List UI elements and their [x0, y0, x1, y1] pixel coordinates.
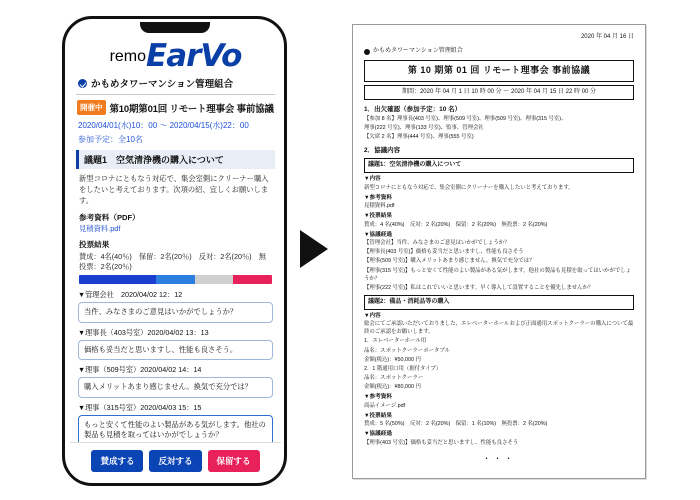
- vote-bar-hold: [156, 275, 195, 284]
- vote-bar-novote: [195, 275, 234, 284]
- agenda1-discussion-line: 【理事(315 号室)】もっと安くて性能のよい製品がある気がします。他社の製品も見積を取ってはいかがでしょうか？: [364, 267, 632, 282]
- vote-heading: 投票結果: [79, 240, 110, 249]
- bullet-icon: [364, 49, 370, 55]
- reference-file-name[interactable]: 見積資料.pdf: [79, 224, 121, 233]
- list-item: [78, 290, 273, 323]
- agenda1-discussion-line: 【理事長(403 号室)】価格も妥当だと思いますし、性能も良さそう: [364, 249, 524, 256]
- discussion-list: [70, 284, 281, 446]
- message-author: ▼理事長（403号室）2020/04/02 13：13: [78, 327, 209, 337]
- message-text: 価格も妥当だと思いますし、性能も良さそう。: [78, 340, 273, 361]
- logo-remo-text: remo: [109, 47, 147, 65]
- document-org-row: [364, 47, 634, 56]
- document-title: 第 10 期第 01 回 リモート理事会 事前協議: [364, 60, 634, 82]
- meeting-title-row: [70, 95, 281, 118]
- reference-file-row[interactable]: [70, 224, 281, 234]
- list-item: [78, 403, 273, 446]
- continuation-dots: ・・・: [482, 453, 516, 463]
- agenda1-label-vote: ▼投票結果: [364, 213, 392, 220]
- list-item: [78, 328, 273, 361]
- phone-notch: [140, 22, 210, 33]
- agenda2-vote: 賛成：5 名(50%) 反対：2 名(20%) 保留：1 名(10%) 無投票：2 名(20%): [364, 421, 548, 428]
- status-badge: 開催中: [77, 100, 106, 115]
- check-circle-icon: [78, 79, 87, 88]
- oppose-button[interactable]: 反対する: [149, 450, 201, 472]
- document-org: かもめタワーマンション管理組合: [373, 48, 463, 54]
- vote-bar-chart: [79, 275, 272, 284]
- document-period: 期間：2020 年 04 月 1 日 10 時 00 分 ～ 2020 年 04 月 15 日 22 時 00 分: [364, 85, 634, 100]
- message-text: 購入メリットあまり感じません。換気で充分では？: [78, 377, 273, 398]
- agenda2-item-line: 2．1 階通用口用（据付タイプ）: [364, 365, 442, 372]
- agenda2-item-line: 品名：スポットクーラーポータブル: [364, 347, 450, 354]
- section-heading: 2．協議内容: [364, 146, 401, 154]
- agenda1-discussion-line: 【理事(222 号室)】私はこれでいいと思います。早く導入して設置することを優先しませんか？: [364, 284, 594, 291]
- list-item: [78, 365, 273, 398]
- section-line: 【欠席 2 名】理事(444 号室)、理事(555 号室): [364, 134, 474, 141]
- vote-action-bar: [70, 442, 281, 481]
- hold-button[interactable]: 保留する: [208, 450, 260, 472]
- message-text: 当件、みなさまのご意見はいかがでしょうか？: [78, 302, 273, 323]
- agenda2-label-vote: ▼投票結果: [364, 412, 392, 419]
- message-author: ▼理事（509号室）2020/04/02 14：14: [78, 365, 202, 375]
- agenda2-reference: 商品イメージ.pdf: [364, 402, 406, 409]
- agenda2-label-reference: ▼参考資料: [364, 394, 392, 401]
- phone-screen: [70, 35, 281, 481]
- agenda2-box: 議題2：備品・消耗品等の購入: [364, 295, 634, 310]
- agenda2-label-content: ▼内容: [364, 312, 381, 319]
- agenda2-item-line: 品名：スポットクーラー: [364, 374, 424, 381]
- section-heading: 1．出欠確認（参加予定：10 名）: [364, 105, 462, 113]
- app-logo: [70, 35, 281, 74]
- logo-text: EarVo: [146, 38, 242, 74]
- agenda2-item-line: 金額(税込)：¥50,000 円: [364, 356, 421, 363]
- phone-mockup: [62, 16, 287, 486]
- agenda2-content: 総会にてご承認いただいておりました、エレベーターホールおよび正面通用スポットクーラーの購入について最終のご承認をお願いします。: [364, 321, 634, 336]
- vote-summary: 賛成：4名(40％) 保留：2名(20％) 反対：2名(20％) 無投票：2名(20％): [79, 252, 266, 271]
- org-name: かもめタワーマンション管理組合: [91, 79, 234, 90]
- agenda1-vote: 賛成：4 名(40%) 反対：2 名(20%) 保留：2 名(20%) 無投票：2 名(20%): [364, 221, 548, 228]
- agenda1-discussion-line: 【管理会社】当件、みなさまのご意見はいかがでしょうか？: [364, 240, 510, 247]
- meeting-participants: 参加予定：全10名: [78, 134, 143, 144]
- agenda2-label-discussion: ▼協議経過: [364, 431, 392, 438]
- agenda1-discussion-line: 【理事(509 号室)】購入メリットあまり感じません。換気で充分では？: [364, 258, 535, 265]
- agenda2-discussion-line: 【理事(403 号室)】価格も妥当だと思いますし、性能も良さそう: [364, 439, 519, 446]
- agenda1-box: 議題1：空気清浄機の購入について: [364, 158, 634, 173]
- message-author: ▼理事（315号室）2020/04/03 15：15: [78, 402, 202, 412]
- section-line: 【参加 8 名】理事長(403 号室)、理事(509 号室)、理事(509 号室)、理事(315 号室)、: [364, 116, 567, 123]
- message-input[interactable]: もっと安くて性能のよい製品がある気がします。他社の製品も見積を取ってはいかがでしょうか？: [78, 415, 273, 446]
- agenda1-content: 新型コロナにともなう対応で、集会室側にクリーナーを購入したいと考えております。: [364, 184, 574, 191]
- arrow-right-icon: [300, 230, 328, 268]
- agenda2-item-line: 1．エレベーターホール用: [364, 338, 427, 345]
- vote-bar-agree: [79, 275, 156, 284]
- minutes-document: [352, 24, 646, 479]
- vote-bar-oppose: [233, 275, 272, 284]
- message-author: ▼管理会社 2020/04/02 12：12: [78, 290, 183, 299]
- agenda2-item-line: 金額(税込)：¥80,000 円: [364, 384, 421, 391]
- agenda1-label-discussion: ▼協議経過: [364, 231, 392, 238]
- reference-heading: 参考資料（PDF）: [79, 213, 140, 222]
- agenda1-label-reference: ▼参考資料: [364, 194, 392, 201]
- section-line: 理事(222 号室)、理事(133 号室)、監事、管理会社: [364, 125, 484, 132]
- agenda-title: 議題1 空気清浄機の購入について: [76, 150, 275, 169]
- agree-button[interactable]: 賛成する: [91, 450, 143, 472]
- meeting-period: 2020/04/01(水)10：00 ～ 2020/04/15(水)22：00: [78, 121, 249, 130]
- meeting-title: 第10期第01回 リモート理事会 事前協議: [109, 103, 274, 115]
- agenda-body: 新型コロナにともなう対応で、集会室側にクリーナー購入をしたいと考えております。次項の紹、宜しくお願いします。: [79, 174, 269, 206]
- document-date: 2020 年 04 月 16 日: [580, 34, 634, 40]
- org-header: [70, 74, 281, 94]
- agenda1-label-content: ▼内容: [364, 176, 381, 183]
- agenda1-reference: 見積資料.pdf: [364, 203, 395, 210]
